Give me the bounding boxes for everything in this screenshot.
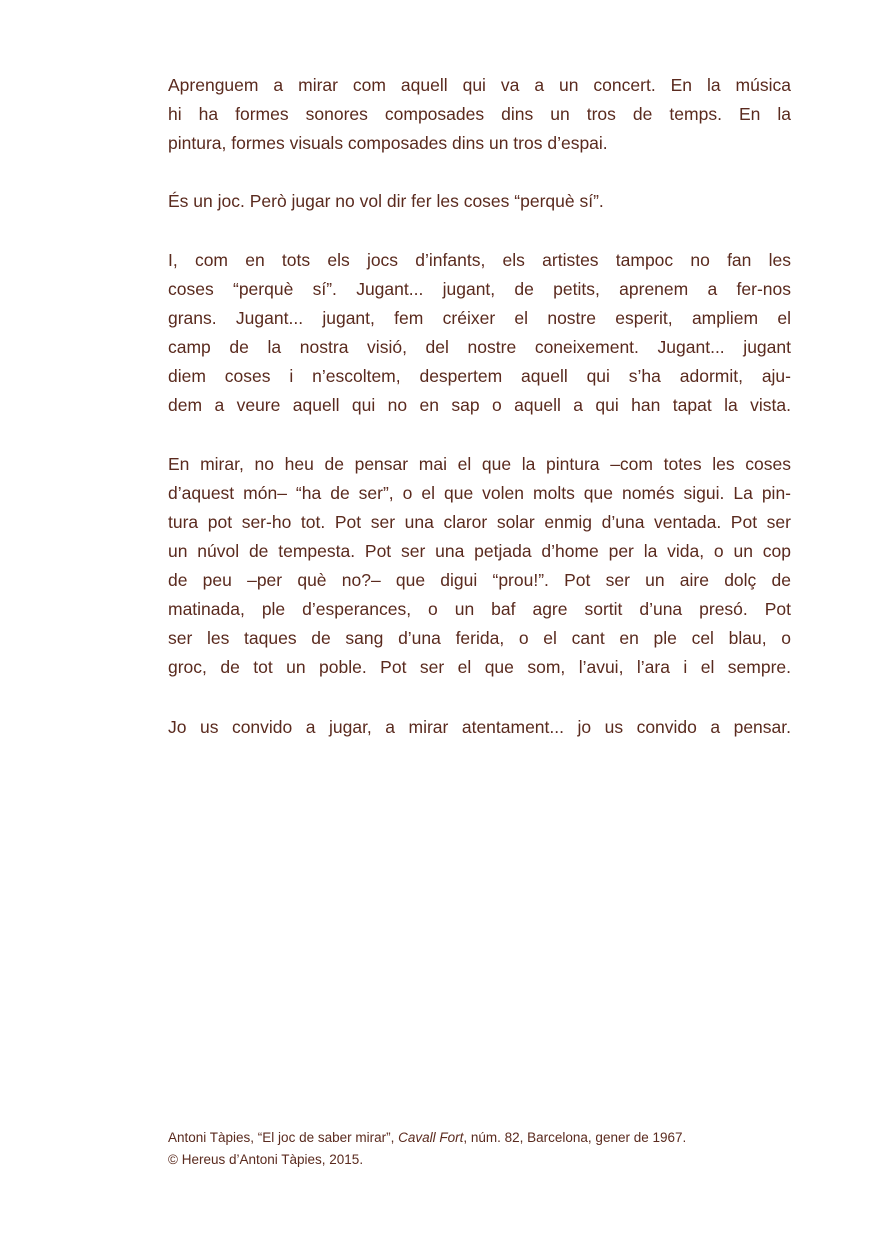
text-line: ser les taques de sang d’una ferida, o el cant en ple cel blau, o: [168, 628, 791, 648]
text-line: En mirar, no heu de pensar mai el que la pintura –com totes les coses: [168, 454, 791, 474]
paragraph-4: [168, 450, 791, 682]
text-line: Aprenguem a mirar com aquell qui va a un concert. En la música: [168, 75, 791, 95]
text-line: un núvol de tempesta. Pot ser una petjada d’home per la vida, o un cop: [168, 541, 791, 561]
text-line: pintura, formes visuals composades dins un tros d’espai.: [168, 133, 608, 153]
text-line: camp de la nostra visió, del nostre coneixement. Jugant... jugant: [168, 337, 791, 357]
text-line: I, com en tots els jocs d’infants, els artistes tampoc no fan les: [168, 250, 791, 270]
copyright-notice: © Hereus d’Antoni Tàpies, 2015.: [168, 1152, 364, 1167]
text-line: d’aquest món– “ha de ser”, o el que volen molts que només sigui. La pin-: [168, 483, 791, 503]
text-line: diem coses i n’escoltem, despertem aquell qui s’ha adormit, aju-: [168, 366, 791, 386]
citation-details: , núm. 82, Barcelona, gener de 1967.: [463, 1130, 687, 1145]
text-line: Jo us convido a jugar, a mirar atentament... jo us convido a pensar.: [168, 717, 791, 737]
citation-source: [168, 1127, 686, 1149]
paragraph-1: [168, 71, 791, 158]
paragraph-3: [168, 246, 791, 420]
citation-author: Antoni Tàpies, “El joc de saber mirar”,: [168, 1130, 399, 1145]
text-line: És un joc. Però jugar no vol dir fer les coses “perquè sí”.: [168, 191, 604, 211]
text-line: matinada, ple d’esperances, o un baf agre sortit d’una presó. Pot: [168, 599, 791, 619]
text-line: hi ha formes sonores composades dins un tros de temps. En la: [168, 104, 791, 124]
text-line: grans. Jugant... jugant, fem créixer el nostre esperit, ampliem el: [168, 308, 791, 328]
text-line: coses “perquè sí”. Jugant... jugant, de petits, aprenem a fer-nos: [168, 279, 791, 299]
citation-publication: Cavall Fort: [398, 1130, 464, 1145]
paragraph-2: [168, 187, 791, 216]
text-line: de peu –per què no?– que digui “prou!”. Pot ser un aire dolç de: [168, 570, 791, 590]
text-line: groc, de tot un poble. Pot ser el que som, l’avui, l’ara i el sempre.: [168, 657, 791, 677]
text-line: dem a veure aquell qui no en sap o aquell a qui han tapat la vista.: [168, 395, 791, 415]
text-line: tura pot ser-ho tot. Pot ser una claror solar enmig d’una ventada. Pot ser: [168, 512, 791, 532]
paragraph-5: [168, 713, 791, 742]
citation-footer: [168, 1127, 686, 1171]
